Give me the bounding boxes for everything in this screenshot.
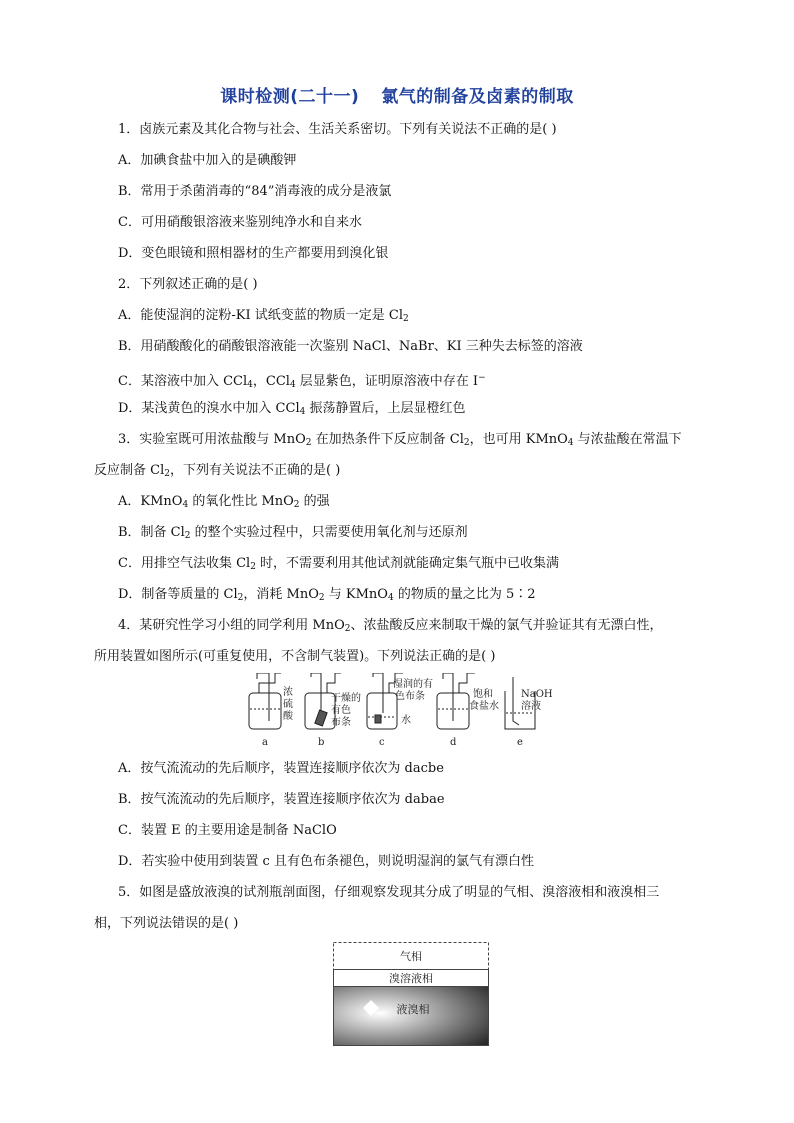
- label-e-2: 溶液: [521, 701, 541, 712]
- q3-l1-part4: 与浓盐酸在常温下: [573, 432, 682, 447]
- q2-option-d: [118, 400, 465, 421]
- q1-option-d: D．变色眼镜和照相器材的生产都要用到溴化银: [118, 246, 389, 261]
- caption-c: c: [379, 737, 385, 748]
- superscript: −: [478, 373, 486, 383]
- subscript: 2: [184, 531, 191, 541]
- caption-b: b: [318, 737, 325, 748]
- subscript: 2: [403, 314, 409, 324]
- q2-option-a: [118, 307, 409, 328]
- label-c-1: 湿润的有: [393, 679, 433, 690]
- subscript: 2: [463, 438, 470, 448]
- label-a-1: 浓: [283, 687, 293, 698]
- q4-option-c: C．装置 E 的主要用途是制备 NaClO: [118, 823, 337, 838]
- q3-l2-part1: 反应制备 Cl: [94, 463, 165, 478]
- q2-a-text: A．能使湿润的淀粉-KI 试纸变蓝的物质一定是 Cl: [118, 308, 403, 323]
- label-b-2: 有色: [331, 705, 351, 716]
- subscript: 4: [289, 380, 296, 390]
- subscript: 2: [237, 593, 244, 603]
- label-a-3: 酸: [283, 711, 293, 722]
- q4-l1-part1: 4．某研究性学习小组的同学利用 MnO: [118, 618, 345, 633]
- q3-d-part3: 与 KMnO: [324, 587, 388, 602]
- q4-l1-part2: 、浓盐酸反应来制取干燥的氯气并验证其有无漂白性，: [350, 618, 663, 633]
- q3-b-part2: 的整个实验过程中，只需要使用氧化剂与还原剂: [190, 525, 468, 540]
- q3-c-part1: C．用排空气法收集 Cl: [118, 556, 251, 571]
- q3-stem-line1: [118, 431, 682, 452]
- page-title: [0, 82, 794, 107]
- label-d-1: 饱和: [473, 689, 493, 700]
- q2-d-part2: 振荡静置后，上层显橙红色: [305, 401, 466, 416]
- subscript: 4: [182, 500, 189, 510]
- subscript: 4: [247, 380, 253, 390]
- q3-d-part1: D．制备等质量的 Cl: [118, 587, 238, 602]
- q3-a-part3: 的强: [299, 494, 330, 509]
- q3-a-part1: A．KMnO: [118, 494, 183, 509]
- label-d-2: 食盐水: [469, 701, 499, 712]
- q4-option-a: A．按气流流动的先后顺序，装置连接顺序依次为 dacbe: [118, 761, 444, 776]
- title-part-2: 氯气的制备及卤素的制取: [381, 87, 574, 107]
- label-e-1: NaOH: [521, 689, 553, 700]
- q2-c-part2: ，CCl: [252, 374, 290, 389]
- q3-b-part1: B．制备 Cl: [118, 525, 185, 540]
- label-solution-phase: 溴溶液相: [389, 972, 433, 985]
- label-a-2: 硫: [283, 699, 293, 710]
- apparatus-figure: [245, 673, 555, 751]
- q3-d-part4: 的物质的量之比为 5∶2: [393, 587, 536, 602]
- q2-c-part3: 层显紫色，证明原溶液中存在 I: [295, 374, 479, 389]
- q2-c-part1: C．某溶液中加入 CCl: [118, 374, 248, 389]
- q3-option-d: [118, 586, 536, 607]
- q5-stem-line2: 相，下列说法错误的是( ): [94, 916, 239, 931]
- q1-option-b: B．常用于杀菌消毒的“84”消毒液的成分是液氯: [118, 184, 392, 199]
- subscript: 4: [299, 407, 306, 417]
- label-gas-phase: 气相: [400, 950, 422, 963]
- caption-d: d: [450, 737, 457, 748]
- q3-option-a: [118, 493, 330, 514]
- label-liquid-phase: 液溴相: [396, 1003, 430, 1016]
- subscript: 2: [250, 562, 256, 572]
- subscript: 4: [387, 593, 394, 603]
- subscript: 2: [164, 469, 170, 479]
- q3-l1-part1: 3．实验室既可用浓盐酸与 MnO: [118, 432, 306, 447]
- q2-option-b: B．用硝酸酸化的硝酸银溶液能一次鉴别 NaCl、NaBr、KI 三种失去标签的溶液: [118, 339, 583, 354]
- q4-option-d: D．若实验中使用到装置 c 且有色布条褪色，则说明湿润的氯气有漂白性: [118, 854, 534, 869]
- q2-stem: 2．下列叙述正确的是( ): [118, 277, 258, 292]
- q1-stem: 1．卤族元素及其化合物与社会、生活关系密切。下列有关说法不正确的是( ): [118, 122, 557, 137]
- q3-c-part2: 时，不需要利用其他试剂就能确定集气瓶中已收集满: [255, 556, 560, 571]
- q4-option-b: B．按气流流动的先后顺序，装置连接顺序依次为 dabae: [118, 792, 445, 807]
- q1-option-a: A．加碘食盐中加入的是碘酸钾: [118, 153, 297, 168]
- subscript: 2: [293, 500, 300, 510]
- label-c-2: 色布条: [395, 691, 425, 702]
- label-c-3: 水: [401, 715, 411, 726]
- q3-l2-part2: ，下列有关说法不正确的是( ): [169, 463, 341, 478]
- q3-stem-line2: [94, 462, 340, 483]
- bromine-bottle-figure: [333, 942, 489, 1046]
- caption-a: a: [262, 737, 268, 748]
- q3-d-part2: ，消耗 MnO: [243, 587, 319, 602]
- q1-option-c: C．可用硝酸银溶液来鉴别纯净水和自来水: [118, 215, 362, 230]
- q4-stem-line1: [118, 617, 663, 638]
- caption-e: e: [517, 737, 523, 748]
- q3-l1-part3: ，也可用 KMnO: [469, 432, 568, 447]
- q3-a-part2: 的氧化性比 MnO: [188, 494, 294, 509]
- q5-stem-line1: 5．如图是盛放液溴的试剂瓶剖面图，仔细观察发现其分成了明显的气相、溴溶液相和液溴相三: [118, 885, 660, 900]
- q2-option-c: [118, 369, 486, 394]
- q2-d-part1: D．某浅黄色的溴水中加入 CCl: [118, 401, 300, 416]
- q4-stem-line2: 所用装置如图所示(可重复使用，不含制气装置)。下列说法正确的是( ): [94, 649, 496, 664]
- label-b-3: 布条: [331, 717, 351, 728]
- q3-option-c: [118, 555, 559, 576]
- q3-l1-part2: 在加热条件下反应制备 Cl: [311, 432, 464, 447]
- subscript: 2: [305, 438, 312, 448]
- q3-option-b: [118, 524, 468, 545]
- subscript: 4: [567, 438, 574, 448]
- subscript: 2: [318, 593, 325, 603]
- liquid-bromine-region: [334, 987, 489, 1046]
- label-b-1: 干燥的: [331, 693, 361, 704]
- bottle-a: [249, 673, 281, 729]
- subscript: 2: [344, 624, 351, 634]
- title-part-1: 课时检测(二十一): [220, 87, 360, 107]
